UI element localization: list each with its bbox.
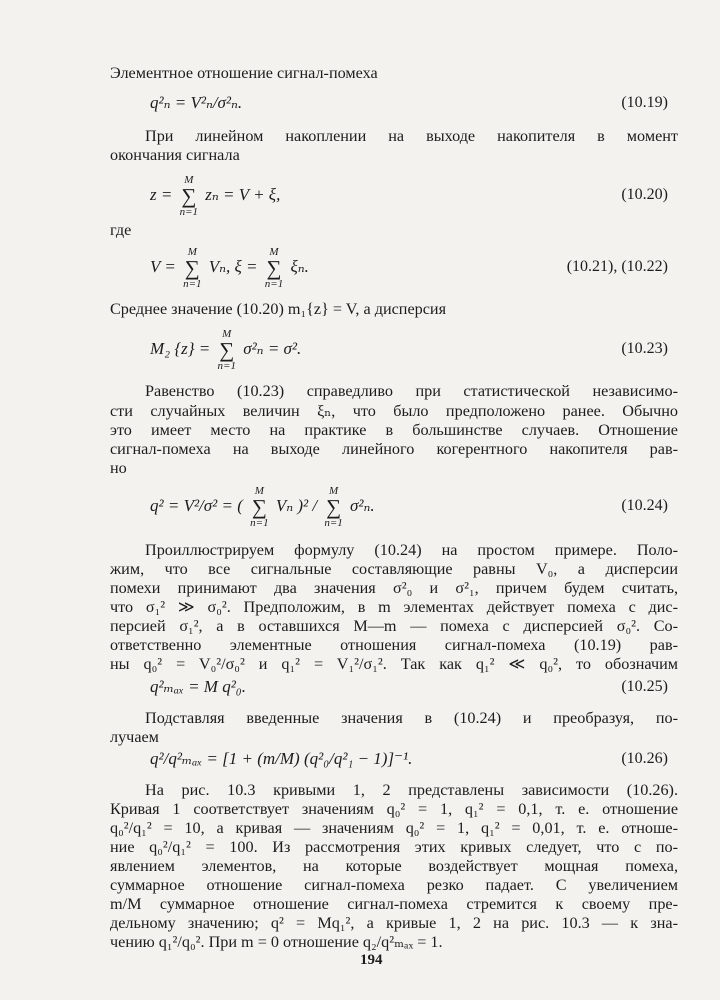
sum-lower: n=1 [324,516,343,529]
sum-lower: n=1 [179,205,199,218]
sum-upper: M [222,327,232,340]
paragraph-line: ние q₀²/q₁² = 100. Из рассмотрения этих кривых следует, что с по- [110,838,678,856]
paragraph-line: Равенство (10.23) справедливо при статистической независимо- [145,382,678,400]
paragraph-line: Подставляя введенные значения в (10.24) и преобразуя, по- [145,709,678,727]
eq-rhs: zₙ = V + ξ, [205,185,281,204]
paragraph-line: Проиллюстрируем формулу (10.24) на простом примере. Поло- [145,541,678,559]
paragraph-line: При линейном накоплении на выходе накопителя в момент [145,127,678,145]
sum-symbol [183,247,201,290]
paragraph-line: На рис. 10.3 кривыми 1, 2 представлены зависимости (10.26). [145,781,678,799]
sum-lower: n=1 [250,516,269,529]
paragraph-line: персией σ₁², а в оставшихся M—m — помеха с дисперсией σ₀². Со- [110,617,678,635]
equation-number: (10.23) [621,340,668,357]
eq-lhs: q² = V²/σ² = ( [150,496,243,515]
paragraph-line: жим, что все сигнальные составляющие равны V₀, а дисперсии [110,560,678,578]
sum-symbol [265,247,283,290]
paragraph-line: но [110,459,127,477]
paragraph-line: суммарное отношение сигнал-помеха резко падает. С увеличением [110,876,678,894]
paragraph-line: помехи принимают два значения σ²₀ и σ²₁, причем будем считать, [110,579,678,597]
paragraph-line: m/M суммарное отношение сигнал-помеха стремится к своему пре- [110,895,678,913]
equation-number: (10.19) [621,94,668,111]
eq-mid: Vₙ )² / [275,496,318,515]
paragraph-line: где [110,221,132,239]
equation-number: (10.20) [621,186,668,203]
eq-part-a: V = [150,257,176,276]
sigma-glyph: ∑ [326,494,342,519]
eq-rhs: σ²ₙ. [350,496,375,515]
paragraph-line: чению q₁²/q₀². При m = 0 отношение q₂/q²ₘₐₓ = 1. [110,933,443,951]
equation-number: (10.25) [621,678,668,695]
equation-10-20 [0,166,720,224]
sigma-glyph: ∑ [219,337,235,362]
equation-formula [150,320,301,378]
paragraph-line: Элементное отношение сигнал-помеха [110,64,378,82]
equation-number: (10.24) [621,497,668,514]
equation-formula [150,238,309,296]
equation-10-26 [0,744,720,774]
paragraph-line: что σ₁² ≫ σ₀². Предположим, в m элементах действует помеха с дис- [110,598,678,616]
eq-part-c: ξₙ. [290,257,309,276]
paragraph-line: это имеет место на практике в большинстве случаев. Отношение [110,421,678,439]
sum-upper: M [328,484,339,497]
equation-formula: q²ₘₐₓ = M q²₀. [150,677,246,696]
equation-10-24 [0,477,720,535]
equation-formula [150,166,280,224]
paragraph-line: q₀²/q₁² = 10, а кривая — значениям q₀² = 1, q₁² = 0,01, т. е. отноше- [110,819,678,837]
paragraph-line: ны q₀² = V₀²/σ₀² и q₁² = V₁²/σ₁². Так как q₁² ≪ q₀², то обозначим [110,655,678,673]
eq-part-b: Vₙ, ξ = [208,257,258,276]
sum-symbol [180,175,198,218]
sum-lower: n=1 [217,359,236,372]
paragraph-line: лучаем [110,728,159,746]
sum-lower: n=1 [183,277,202,290]
equation-10-23 [0,320,720,378]
sum-symbol [324,486,342,529]
paragraph-line: сти случайных величин ξₙ, что было предположено ранее. Обычно [110,402,678,420]
paragraph-line: дельному значению; q² = Mq₁², а кривые 1, 2 на рис. 10.3 — к зна- [110,914,678,932]
equation-number: (10.26) [621,750,668,767]
sigma-glyph: ∑ [251,494,267,519]
equation-10-25 [0,672,720,702]
sum-upper: M [254,484,264,497]
equation-10-21-22 [0,238,720,296]
equation-formula [150,477,375,535]
eq-lhs: z = [150,185,173,204]
sigma-glyph: ∑ [181,183,197,208]
sigma-glyph: ∑ [266,255,282,280]
sum-symbol [250,486,268,529]
paragraph-line: сигнал-помеха на выходе линейного когерентного накопителя рав- [110,440,678,458]
sum-symbol [218,329,236,372]
equation-number: (10.21), (10.22) [566,258,668,275]
sum-lower: n=1 [264,277,284,290]
eq-rhs: σ²ₙ = σ². [243,339,302,358]
sum-upper: M [269,245,279,258]
equation-formula: q²ₙ = V²ₙ/σ²ₙ. [150,93,243,112]
paragraph-line: Кривая 1 соответствует значениям q₀² = 1, q₁² = 0,1, т. е. отношение [110,800,678,818]
page-number: 194 [360,952,383,968]
paragraph-line: ответственно элементные отношения сигнал-помеха (10.19) рав- [110,636,678,654]
paragraph-line: явлением элементов, на которые воздействует мощная помеха, [110,857,678,875]
equation-10-19 [0,88,720,118]
sum-upper: M [187,245,197,258]
sigma-glyph: ∑ [184,255,200,280]
paragraph-line: Среднее значение (10.20) m₁{z} = V, а дисперсия [110,300,447,318]
paragraph-line: окончания сигнала [110,146,240,164]
eq-lhs: M₂ {z} = [150,339,211,358]
sum-upper: M [184,173,194,186]
equation-formula: q²/q²ₘₐₓ = [1 + (m/M) (q²₀/q²₁ − 1)]⁻¹. [150,749,413,768]
